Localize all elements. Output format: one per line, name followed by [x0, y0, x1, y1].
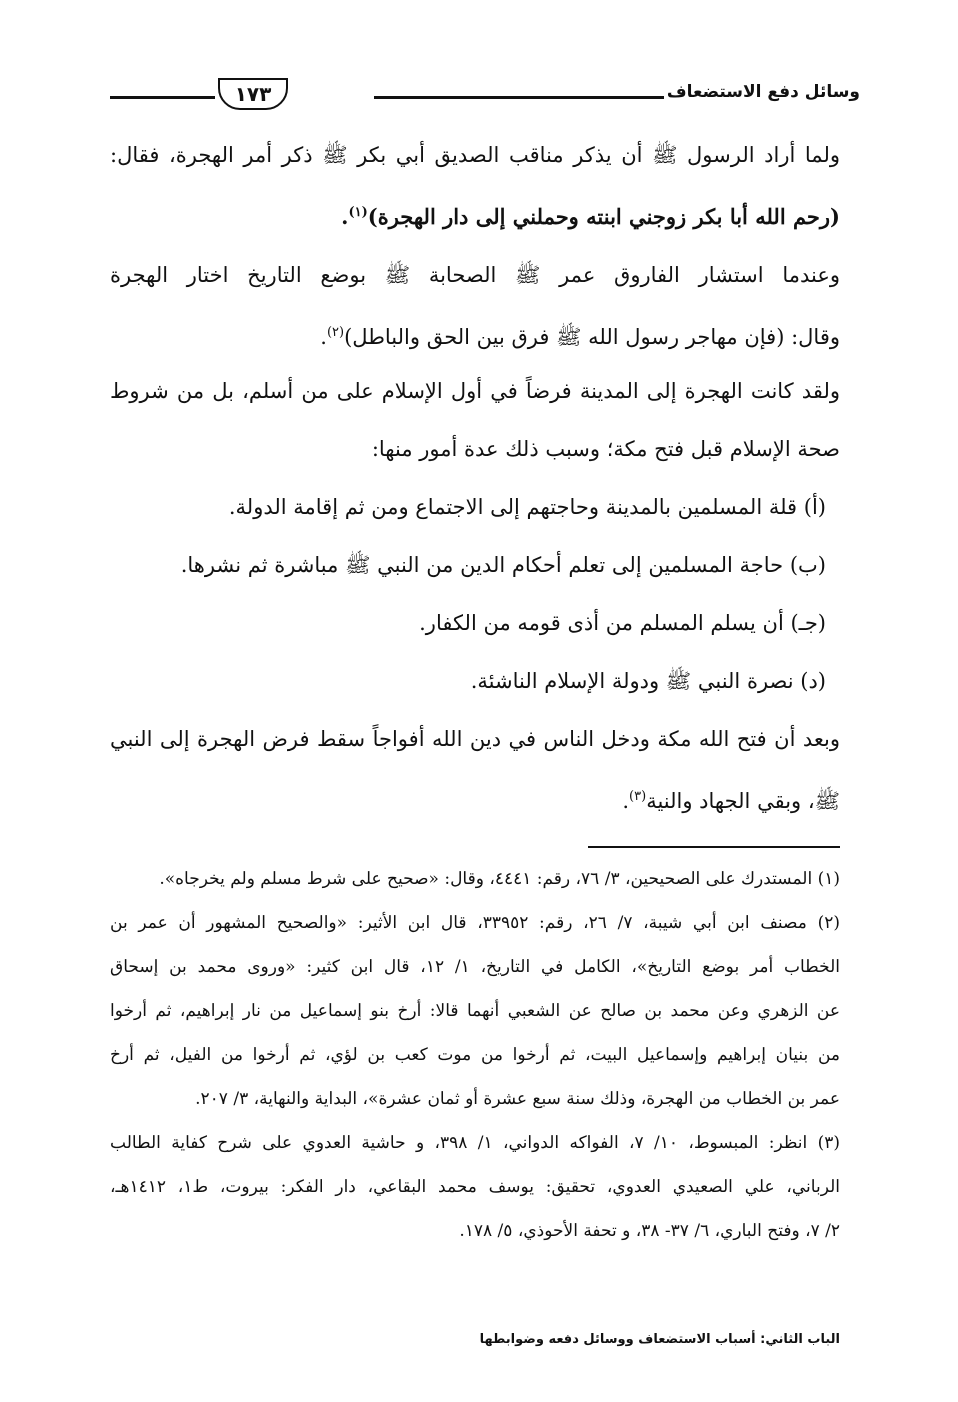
- list-item-d: (د) نصرة النبي ﷺ ودولة الإسلام الناشئة.: [470, 669, 826, 693]
- hadith-quote: (رحم الله أبا بكر زوجني ابنته وحملني إلى دار الهجرة): [367, 204, 840, 229]
- footnote-3-line: ٢/ ٧، وفتح الباري، ٦/ ٣٧- ٣٨، و تحفة الأحوذي، ٥/ ١٧٨.: [459, 1221, 840, 1241]
- header-title: وسائل دفع الاستضعاف: [666, 82, 860, 102]
- page-number: ١٧٣: [218, 78, 288, 110]
- footnote-2-line: الخطاب أمر بوضع التاريخ»، الكامل في التاريخ، ١/ ١٢، قال ابن كثير: «وروى محمد بن إسحاق: [110, 957, 841, 977]
- list-item-b: (ب) حاجة المسلمين إلى تعلم أحكام الدين من النبي ﷺ مباشرة ثم نشرها.: [180, 553, 826, 577]
- footnote-separator: [588, 846, 840, 848]
- paragraph-line: وبعد أن فتح الله مكة ودخل الناس في دين الله أفواجاً سقط فرض الهجرة إلى النبي: [110, 727, 840, 751]
- footnote-2-line: عمر بن الخطاب من الهجرة، وذلك سنة سبع عشرة أو ثمان عشرة»، البداية والنهاية، ٣/ ٢٠٧.: [195, 1089, 840, 1109]
- paragraph-line: صحة الإسلام قبل فتح مكة؛ وسبب ذلك عدة أمور منها:: [371, 437, 840, 461]
- list-item-c: (جـ) أن يسلم المسلم من أذى قومه من الكفار.: [419, 611, 826, 635]
- footnote-3-line: الرباني، علي الصعيدي العدوي، تحقيق: يوسف محمد البقاعي، دار الفكر: بيروت، ط١، ١٤١٢هـ،: [110, 1177, 840, 1197]
- footnote-2-line: من بنيان إبراهيم وإسماعيل البيت، ثم أرخوا من موت كعب بن لؤي، ثم أرخوا من الفيل، ثم أرخ: [110, 1045, 840, 1065]
- running-header: [100, 78, 860, 114]
- footnote-2-line: عن الزهري وعن محمد بن صالح عن الشعبي أنهما قالا: أرخ بنو إسماعيل من نار إبراهيم، ثم أرخوا: [110, 1001, 840, 1021]
- sentence-end: .: [341, 204, 349, 229]
- paragraph-line: وعندما استشار الفاروق عمر ﷺ الصحابة ﷺ بوضع التاريخ اختار الهجرة: [110, 263, 840, 287]
- header-rule-right: [374, 96, 664, 99]
- running-footer: الباب الثاني: أسباب الاستضعاف ووسائل دفعه وضوابطها: [479, 1332, 840, 1347]
- hadith-quote-line: [110, 198, 840, 232]
- footnote-ref-3[interactable]: (٣): [629, 789, 647, 804]
- footnote-1: (١) المستدرك على الصحيحين، ٣/ ٧٦، رقم: ٤٤٤١، وقال: «صحيح على شرط مسلم ولم يخرجاه».: [159, 869, 840, 889]
- paragraph-line: ولما أراد الرسول ﷺ أن يذكر مناقب الصديق أبي بكر ﷺ ذكر أمر الهجرة، فقال:: [110, 143, 840, 167]
- paragraph-text: ﷺ، وبقي الجهاد والنية: [646, 789, 840, 813]
- footnote-2-line: (٢) مصنف ابن أبي شيبة، ٧/ ٢٦، رقم: ٣٣٩٥٢، قال ابن الأثير: «والصحيح المشهور أن عمر بن: [110, 913, 841, 933]
- sentence-end: .: [622, 789, 630, 813]
- header-rule-left: [110, 96, 215, 99]
- footnote-ref-1[interactable]: (١): [348, 205, 368, 220]
- footnote-3-line: (٣) انظر: المبسوط، ١٠/ ٧، الفواكه الدواني، ١/ ٣٩٨، و حاشية العدوي على شرح كفاية الطالب: [110, 1133, 840, 1153]
- paragraph-line: ولقد كانت الهجرة إلى المدينة فرضاً في أول الإسلام على من أسلم، بل من شروط: [110, 379, 840, 403]
- quote-line: [110, 318, 840, 352]
- quote-text: وقال: (فإن مهاجر رسول الله ﷺ فرق بين الحق والباطل): [344, 325, 840, 349]
- list-item-a: (أ) قلة المسلمين بالمدينة وحاجتهم إلى الاجتماع ومن ثم إقامة الدولة.: [228, 495, 826, 519]
- sentence-end: .: [320, 325, 327, 349]
- paragraph-last-line: [110, 782, 840, 816]
- footnote-ref-2[interactable]: (٢): [326, 325, 345, 340]
